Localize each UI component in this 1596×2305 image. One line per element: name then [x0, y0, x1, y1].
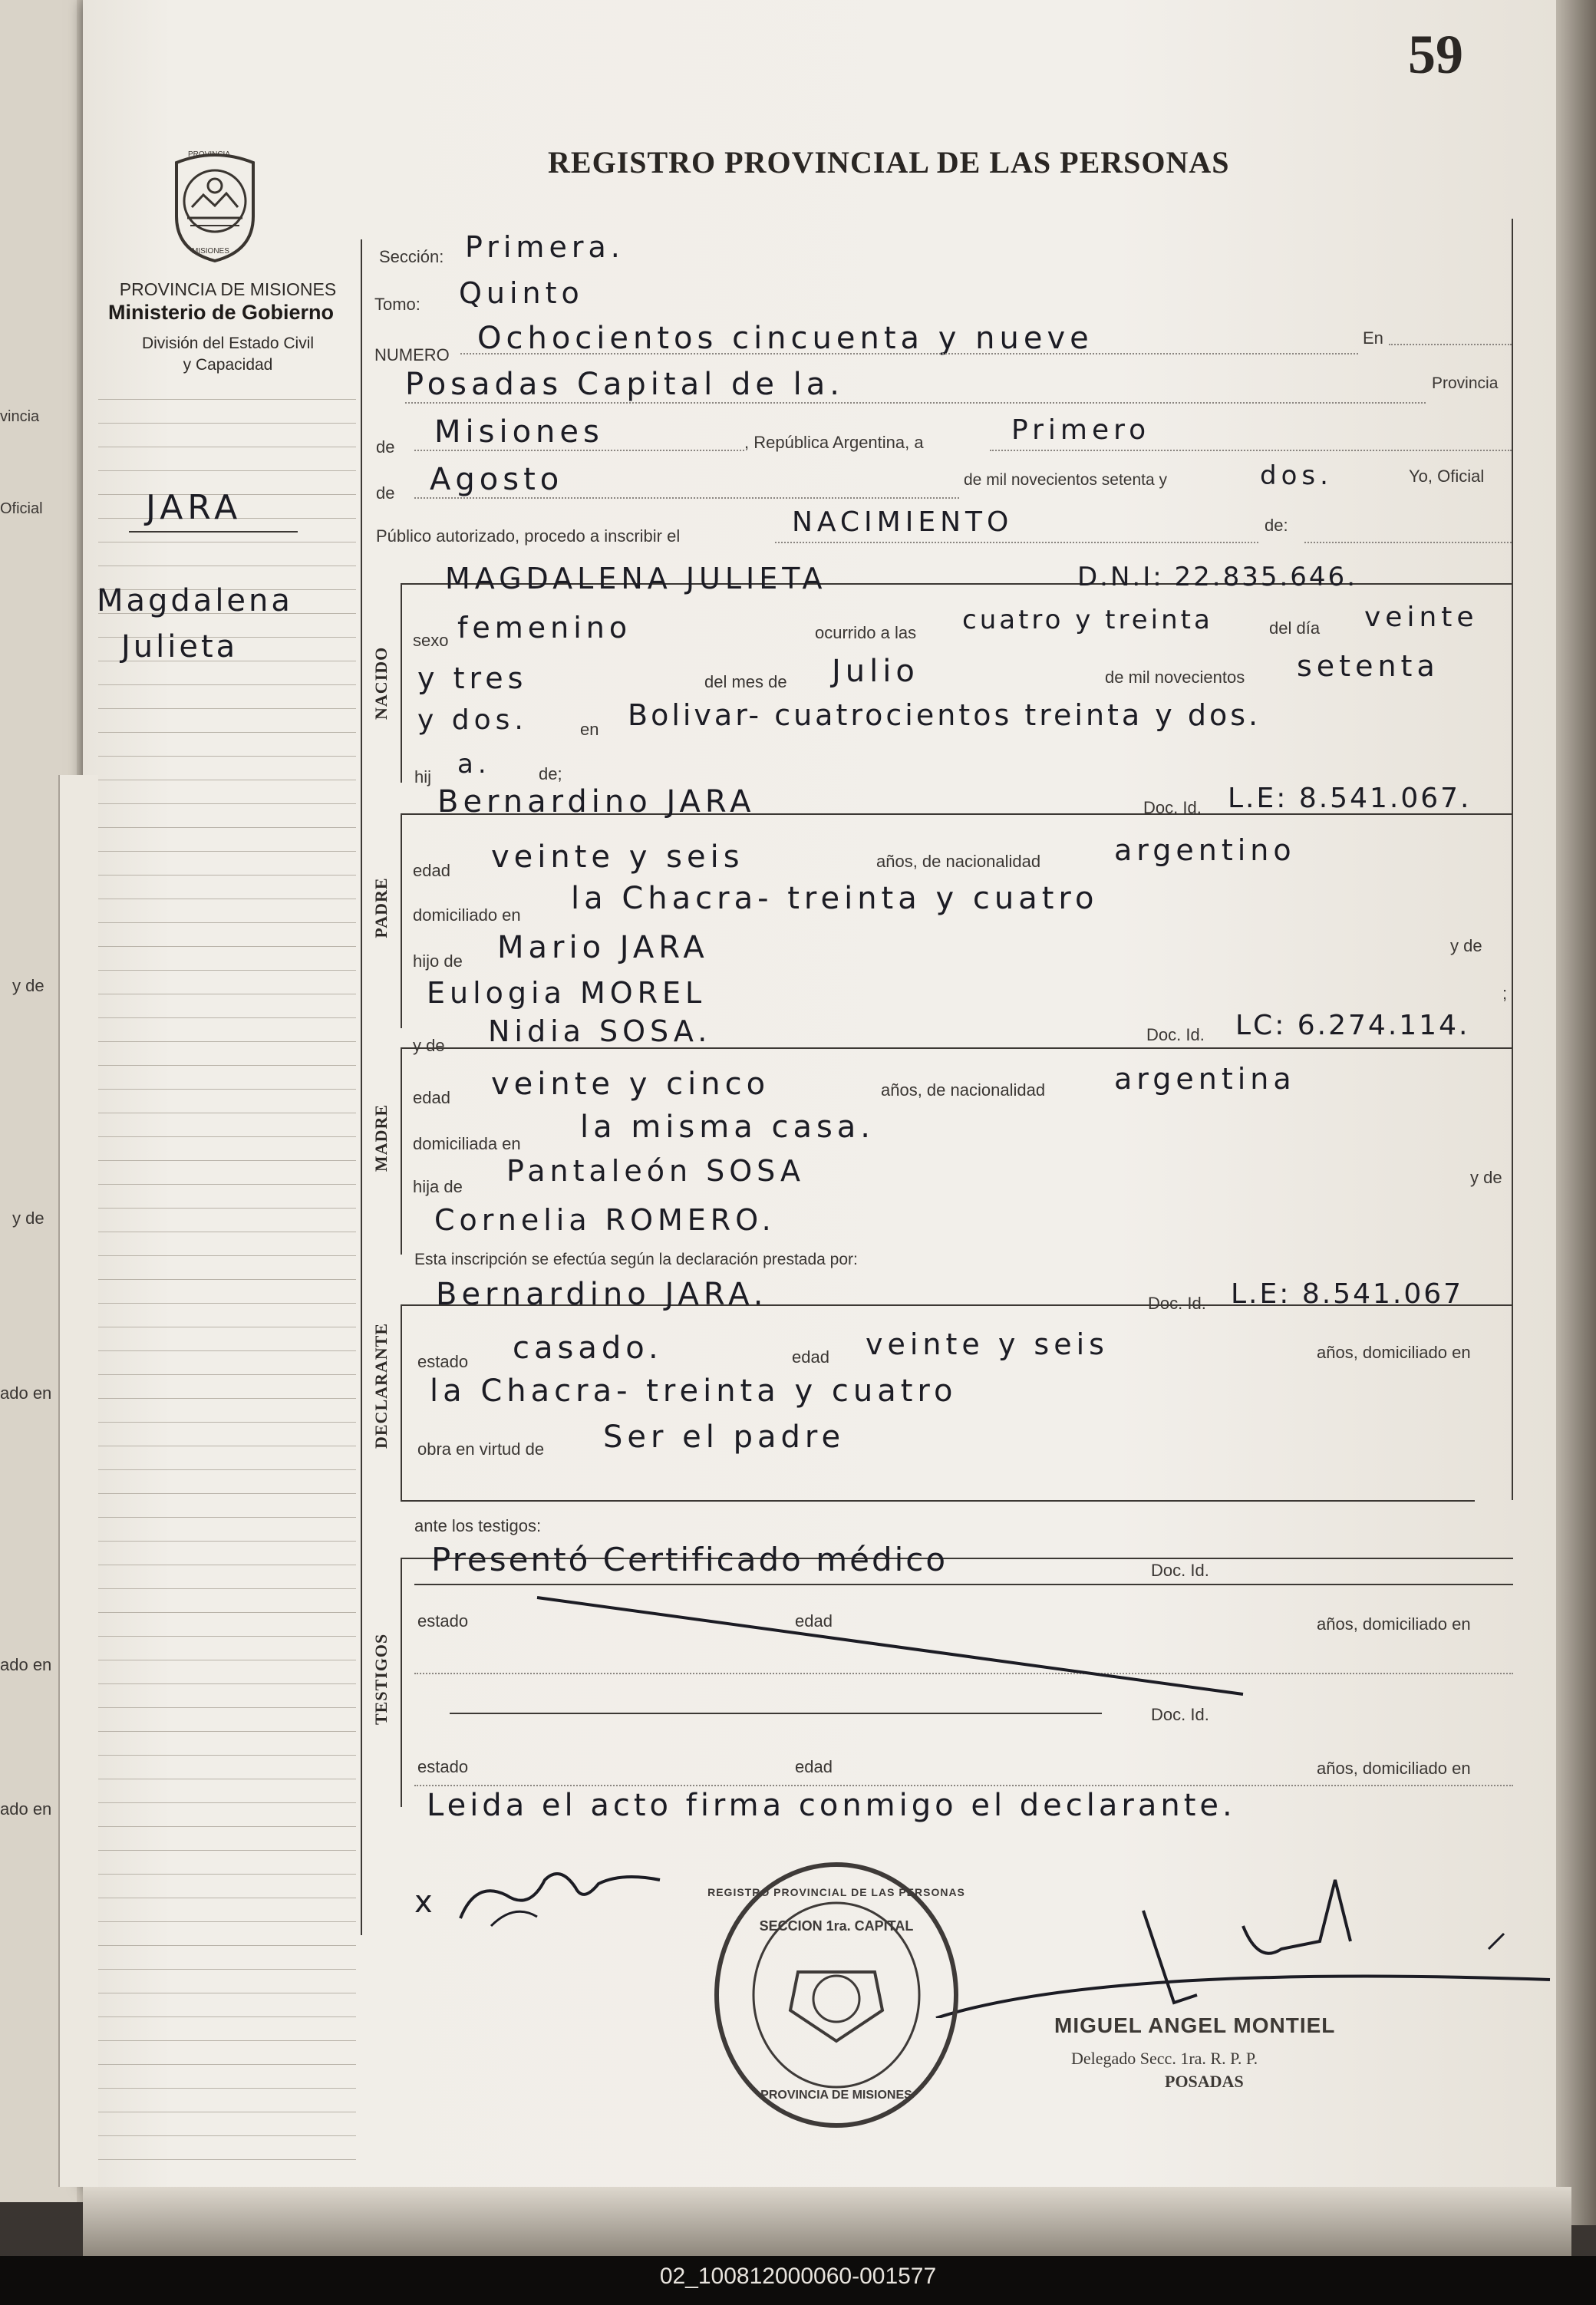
- inserted-strip: [58, 775, 98, 2187]
- scan-id: 02_100812000060-001577: [659, 2264, 937, 2289]
- value-hij-suffix: a.: [457, 749, 491, 780]
- section-bracket: [401, 1558, 402, 1807]
- value-mes: Julio: [832, 654, 919, 689]
- ruling-line: [98, 2040, 356, 2041]
- official-title: Delegado Secc. 1ra. R. P. P.: [1071, 2049, 1258, 2068]
- ruling-line: [98, 1683, 356, 1684]
- stamp-ring-text: REGISTRO PROVINCIAL DE LAS PERSONAS: [707, 1886, 965, 1898]
- label-obra: obra en virtud de: [417, 1439, 545, 1459]
- ruling-line: [98, 1826, 356, 1827]
- fill-line: [1389, 344, 1512, 345]
- ruling-line: [98, 1017, 356, 1018]
- ruling-line: [98, 922, 356, 923]
- surname-underline: [129, 531, 298, 533]
- ruling-line: [98, 1374, 356, 1375]
- label-de: de: [376, 483, 395, 503]
- label-y-de: y de: [413, 1036, 445, 1055]
- value-lugar: Posadas Capital de la.: [405, 367, 844, 402]
- value-acto: NACIMIENTO: [792, 506, 1014, 538]
- side-label-madre: MADRE: [371, 1103, 391, 1172]
- ruling-line: [98, 970, 356, 971]
- label-yo-oficial: Yo, Oficial: [1409, 467, 1485, 486]
- value-dia: veinte: [1364, 602, 1479, 633]
- value-madre-madre: Cornelia ROMERO.: [434, 1203, 776, 1237]
- label-edad: edad: [413, 861, 450, 880]
- section-divider: [401, 1500, 1475, 1502]
- value-hora: cuatro y treinta: [962, 605, 1213, 635]
- ruling-line: [98, 732, 356, 733]
- label-de3: de;: [539, 764, 562, 783]
- label-edad: edad: [413, 1088, 450, 1107]
- ruling-line: [98, 1065, 356, 1066]
- margin-given-name: Magdalena: [97, 583, 293, 618]
- ruling-line: [98, 1541, 356, 1542]
- label-hij: hij: [414, 767, 432, 786]
- fill-line: [405, 402, 1426, 404]
- left-fragment: vincia: [0, 408, 40, 425]
- value-madre-edad: veinte y cinco: [491, 1067, 770, 1102]
- value-declarante-domicilio: la Chacra- treinta y cuatro: [430, 1373, 958, 1409]
- label-en: En: [1363, 328, 1383, 348]
- value-numero: Ochocientos cincuenta y nueve: [477, 321, 1093, 356]
- value-padre-padre: Mario JARA: [497, 930, 709, 965]
- label-del-mes: del mes de: [704, 672, 787, 691]
- ruling-line: [98, 708, 356, 709]
- ruling-line: [98, 1279, 356, 1280]
- label-edad: edad: [792, 1347, 829, 1367]
- ruling-line: [98, 1731, 356, 1732]
- label-anos-dom: años, domiciliado en: [1317, 1759, 1471, 1778]
- left-fragment: Oficial: [0, 500, 43, 517]
- ruling-line: [98, 1041, 356, 1042]
- label-domiciliada: domiciliada en: [413, 1134, 521, 1153]
- fill-line: [450, 1713, 1102, 1714]
- value-declarante-nombre: Bernardino JARA.: [436, 1277, 768, 1312]
- label-de: de: [376, 437, 395, 457]
- ruling-line: [98, 1850, 356, 1851]
- ruling-line: [98, 1350, 356, 1351]
- ruling-line: [98, 1588, 356, 1589]
- value-dni: D.N.I: 22.835.646.: [1077, 562, 1357, 592]
- ruling-line: [98, 1303, 356, 1304]
- seal-text-top: PROVINCIA: [188, 150, 231, 159]
- value-anio-registro: dos.: [1260, 460, 1333, 491]
- ruling-line: [98, 1612, 356, 1613]
- value-padre-madre: Eulogia MOREL: [427, 976, 707, 1010]
- coat-of-arms-seal: [161, 147, 269, 262]
- value-madre-nombre: Nidia SOSA.: [488, 1014, 712, 1048]
- value-declarante-estado: casado.: [513, 1331, 663, 1366]
- seal-text-bottom: MISIONES: [192, 247, 229, 256]
- value-padre-edad: veinte y seis: [491, 839, 744, 875]
- label-en2: en: [580, 720, 599, 739]
- label-edad: edad: [795, 1757, 833, 1776]
- left-fragment: ado en: [0, 1655, 52, 1674]
- label-de-mil: de mil novecientos setenta y: [964, 471, 1167, 489]
- label-anos-dom: años, domiciliado en: [1317, 1614, 1471, 1634]
- side-label-nacido: NACIDO: [371, 646, 391, 720]
- value-sexo: femenino: [457, 611, 632, 645]
- ruling-line: [98, 2016, 356, 2017]
- left-fragment: ado en: [0, 1799, 52, 1819]
- label-doc-id: Doc. Id.: [1143, 798, 1202, 817]
- ruling-line: [98, 1184, 356, 1185]
- ruling-line: [98, 827, 356, 828]
- value-provincia: Misiones: [434, 414, 604, 450]
- ruling-line: [98, 756, 356, 757]
- fill-line: [414, 450, 744, 451]
- side-label-declarante: DECLARANTE: [371, 1322, 391, 1449]
- label-de-mil2: de mil novecientos: [1105, 668, 1245, 687]
- value-seccion: Primera.: [465, 230, 625, 264]
- value-madre-nacionalidad: argentina: [1114, 1062, 1296, 1096]
- label-inscripcion: Esta inscripción se efectúa según la declaración prestada por:: [414, 1251, 858, 1268]
- page-title: REGISTRO PROVINCIAL DE LAS PERSONAS: [548, 145, 1230, 180]
- left-fragment: y de: [12, 976, 45, 995]
- label-y-de: y de: [1470, 1168, 1502, 1187]
- ruling-line: [98, 1422, 356, 1423]
- margin-surname: JARA: [146, 488, 242, 527]
- ruling-line: [98, 1755, 356, 1756]
- ruling-line: [98, 399, 356, 400]
- value-mes-registro: Agosto: [430, 462, 564, 497]
- province-label: PROVINCIA DE MISIONES: [119, 279, 337, 299]
- label-edad: edad: [795, 1611, 833, 1631]
- label-tomo: Tomo:: [374, 295, 420, 314]
- ruling-line: [98, 851, 356, 852]
- label-estado: estado: [417, 1611, 469, 1631]
- form-border-left: [361, 239, 362, 1935]
- declarant-signature: [445, 1857, 675, 1941]
- value-madre-doc: LC: 6.274.114.: [1235, 1010, 1470, 1041]
- label-doc-id: Doc. Id.: [1146, 1025, 1205, 1044]
- label-doc-id: Doc. Id.: [1148, 1294, 1206, 1313]
- fill-line: [414, 1584, 1513, 1585]
- value-lugar-nacimiento: Bolivar- cuatrocientos treinta y dos.: [628, 698, 1261, 732]
- division-label: División del Estado Civil: [141, 335, 315, 352]
- ruling-line: [98, 1517, 356, 1518]
- ruling-line: [98, 2159, 356, 2160]
- ruling-line: [98, 1874, 356, 1875]
- label-anos-nac: años, de nacionalidad: [881, 1080, 1046, 1100]
- ruling-line: [98, 1136, 356, 1137]
- ruling-line: [98, 470, 356, 471]
- label-sexo: sexo: [413, 631, 449, 650]
- official-name: MIGUEL ANGEL MONTIEL: [1054, 2013, 1336, 2037]
- ruling-line: [98, 1469, 356, 1470]
- ruling-line: [98, 1208, 356, 1209]
- ruling-line: [98, 1398, 356, 1399]
- value-madre-padre: Pantaleón SOSA: [506, 1154, 805, 1188]
- left-fragment: y de: [12, 1209, 45, 1228]
- label-estado: estado: [417, 1757, 469, 1776]
- signature-mark: x: [414, 1885, 437, 1920]
- label-anos-nac: años, de nacionalidad: [876, 852, 1041, 871]
- ruling-line: [98, 684, 356, 685]
- value-padre-doc: L.E: 8.541.067.: [1228, 783, 1472, 814]
- label-y-de: y de: [1450, 936, 1482, 955]
- label-provincia: Provincia: [1432, 374, 1499, 392]
- value-padre-nacionalidad: argentino: [1114, 833, 1296, 867]
- fill-line: [775, 542, 1258, 543]
- fill-line: [990, 450, 1512, 451]
- ministry-label: Ministerio de Gobierno: [107, 301, 335, 324]
- section-bracket: [401, 813, 402, 1028]
- value-anio2: y dos.: [417, 704, 528, 736]
- ruling-line: [98, 1945, 356, 1946]
- side-label-padre: PADRE: [371, 877, 391, 938]
- ruling-line: [98, 1921, 356, 1922]
- ruling-line: [98, 2135, 356, 2136]
- ruling-line: [98, 803, 356, 804]
- ruling-line: [98, 2064, 356, 2065]
- page-number: 59: [1408, 24, 1463, 85]
- fill-line: [414, 1785, 1513, 1786]
- label-seccion: Sección:: [379, 247, 444, 266]
- label-estado: estado: [417, 1352, 469, 1371]
- value-tomo: Quinto: [459, 276, 584, 310]
- value-cierre: Leida el acto firma conmigo el declarante.: [427, 1788, 1236, 1823]
- ruling-line: [98, 1255, 356, 1256]
- ruling-line: [98, 1636, 356, 1637]
- ruling-line: [98, 875, 356, 876]
- page-bottom-edge: [83, 2187, 1571, 2256]
- label-testigos: ante los testigos:: [414, 1516, 542, 1535]
- label-publico: Público autorizado, procedo a inscribir el: [376, 526, 681, 546]
- stamp-section-text: SECCION 1ra. CAPITAL: [759, 1918, 914, 1934]
- official-city: POSADAS: [1165, 2072, 1244, 2091]
- ruling-line: [98, 1493, 356, 1494]
- label-domiciliado: domiciliado en: [413, 905, 521, 925]
- ruling-line: [98, 423, 356, 424]
- value-nombre: MAGDALENA JULIETA: [445, 562, 827, 595]
- form-border-right: [1512, 219, 1513, 1500]
- ruling-line: [98, 1707, 356, 1708]
- division-label: y Capacidad: [183, 356, 273, 374]
- ruling-line: [98, 2088, 356, 2089]
- label-de2: de:: [1265, 516, 1288, 535]
- label-hija-de: hija de: [413, 1177, 463, 1196]
- label-hijo-de: hijo de: [413, 951, 463, 971]
- label-numero: NUMERO: [374, 345, 450, 364]
- value-madre-domicilio: la misma casa.: [580, 1110, 875, 1145]
- label-doc-id: Doc. Id.: [1151, 1561, 1209, 1580]
- official-signature: [921, 1865, 1565, 2018]
- value-padre-nombre: Bernardino JARA: [437, 784, 756, 819]
- fill-line: [1304, 542, 1512, 543]
- side-label-testigos: TESTIGOS: [371, 1633, 391, 1725]
- label-ocurrido: ocurrido a las: [815, 623, 917, 642]
- fill-line: [414, 497, 959, 499]
- ruling-line: [98, 1802, 356, 1803]
- section-bracket: [401, 583, 402, 783]
- strike-line: [529, 1588, 1258, 1703]
- label-anos-dom: años, domiciliado en: [1317, 1343, 1471, 1362]
- label-doc-id: Doc. Id.: [1151, 1705, 1209, 1724]
- left-fragment: ado en: [0, 1383, 52, 1403]
- section-bracket: [401, 1047, 402, 1255]
- ruling-line: [98, 1160, 356, 1161]
- ruling-line: [98, 946, 356, 947]
- value-padre-domicilio: la Chacra- treinta y cuatro: [571, 881, 1099, 916]
- value-declarante-doc: L.E: 8.541.067: [1231, 1278, 1464, 1310]
- value-dia2: y tres: [417, 661, 528, 695]
- value-anio: setenta: [1297, 649, 1439, 683]
- ruling-line: [98, 1969, 356, 1970]
- section-bracket: [401, 1304, 402, 1500]
- value-declarante-edad: veinte y seis: [866, 1327, 1109, 1361]
- value-testigo: Presentó Certificado médico: [431, 1541, 948, 1578]
- fill-line: [460, 353, 1358, 354]
- label-republica: , República Argentina, a: [744, 433, 924, 452]
- label-semicolon: ;: [1502, 984, 1508, 1003]
- label-del-dia: del día: [1269, 618, 1321, 638]
- stamp-bottom-text: PROVINCIA DE MISIONES: [760, 2089, 912, 2102]
- value-declarante-obra: Ser el padre: [603, 1420, 846, 1455]
- ruling-line: [98, 1089, 356, 1090]
- value-dia-registro: Primero: [1011, 414, 1151, 446]
- margin-given-name: Julieta: [121, 629, 239, 664]
